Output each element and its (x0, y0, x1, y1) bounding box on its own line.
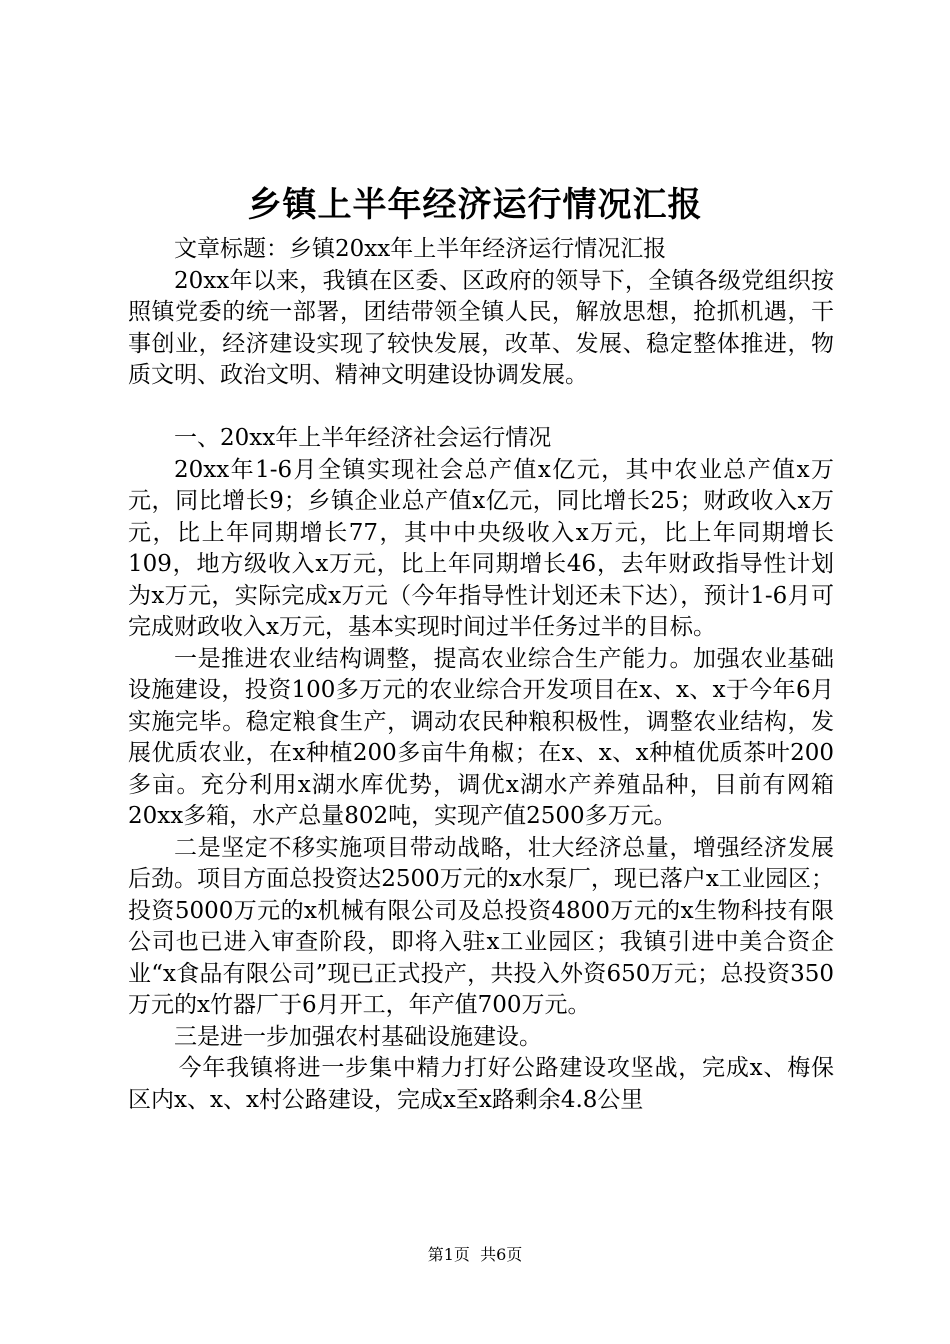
article-title-line: 文章标题：乡镇20xx年上半年经济运行情况汇报 (174, 236, 667, 262)
section-heading: 一、20xx年上半年经济社会运行情况 (174, 425, 552, 451)
page-number: 第1页 (427, 1245, 470, 1264)
paragraph-projects: 二是坚定不移实施项目带动战略，壮大经济总量，增强经济发展后劲。项目方面总投资达2500万元的x水泵厂，现已落户x工业园区；投资5000万元的x机械有限公司及总投资4800万元的x生物科技有限公司也已进入审查阶段，即将入驻x工业园区；我镇引进中美合资企业“x食品有限公司”现已正式投产，共投入外资650万元；总投资350万元的x竹器厂于6月开工，年产值700万元。 (128, 834, 834, 1018)
paragraph-summary: 20xx年1-6月全镇实现社会总产值x亿元，其中农业总产值x万元，同比增长9；乡镇企业总产值x亿元，同比增长25；财政收入x万元，比上年同期增长77，其中中央级收入x万元，比上年同期增长109，地方级收入x万元，比上年同期增长46，去年财政指导性计划为x万元，实际完成x万元（今年指导性计划还未下达），预计1-6月可完成财政收入x万元，基本实现时间过半任务过半的目标。 (128, 456, 834, 640)
paragraph-agriculture: 一是推进农业结构调整，提高农业综合生产能力。加强农业基础设施建设，投资100多万元的农业综合开发项目在x、x、x于今年6月实施完毕。稳定粮食生产，调动农民种粮积极性，调整农业结构，发展优质农业，在x种植200多亩牛角椒；在x、x、x种植优质茶叶200多亩。充分利用x湖水库优势，调优x湖水产养殖品种，目前有网箱20xx多箱，水产总量802吨，实现产值2500多万元。 (128, 645, 834, 829)
intro-paragraph: 20xx年以来，我镇在区委、区政府的领导下，全镇各级党组织按照镇党委的统一部署，团结带领全镇人民，解放思想，抢抓机遇，干事创业，经济建设实现了较快发展，改革、发展、稳定整体推进，物质文明、政治文明、精神文明建设协调发展。 (128, 267, 834, 388)
paragraph-infrastructure-heading: 三是进一步加强农村基础设施建设。 (174, 1023, 542, 1050)
paragraph-roads: 今年我镇将进一步集中精力打好公路建设攻坚战，完成x、梅保区内x、x、x村公路建设，完成x至x路剩余4.8公里 (128, 1055, 834, 1113)
page-total: 共6页 (480, 1245, 523, 1264)
document-title: 乡镇上半年经济运行情况汇报 (247, 185, 703, 225)
page-footer (0, 1244, 950, 1266)
document-body (128, 234, 834, 1116)
